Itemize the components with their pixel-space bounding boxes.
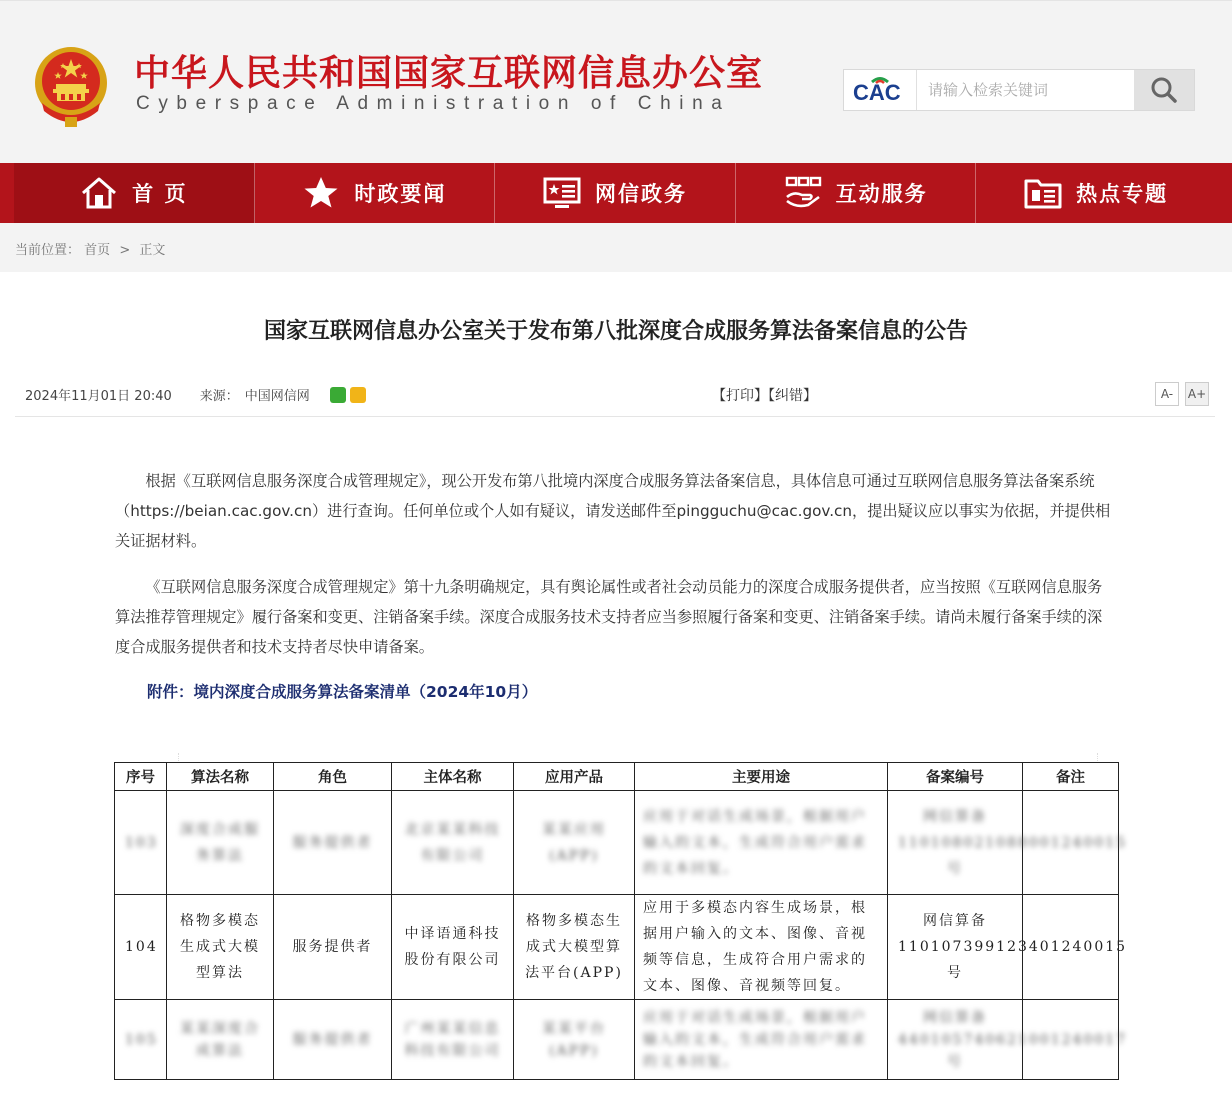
- folder-icon: [1024, 175, 1062, 211]
- nav-item-home[interactable]: [14, 163, 255, 223]
- column-header: 主体名称: [392, 763, 514, 791]
- nav-label: 热点专题: [1076, 182, 1169, 206]
- column-header: 序号: [115, 763, 167, 791]
- article-paragraph: 根据《互联网信息服务深度合成管理规定》，现公开发布第八批境内深度合成服务算法备案信息，具体信息可通过互联网信息服务算法备案系统（https://beian.cac.gov.cn）进行查询。任何单位或个人如有疑议，请发送邮件至pingguchu@cac.gov.cn，提出疑议应以事实为依据，并提供相关证据材料。: [115, 472, 1111, 550]
- column-header: 备注: [1023, 763, 1119, 791]
- article-title: 国家互联网信息办公室关于发布第八批深度合成服务算法备案信息的公告: [263, 319, 968, 344]
- article-datetime: 2024年11月01日 20:40: [25, 389, 172, 404]
- breadcrumb-current[interactable]: 正文: [139, 243, 166, 258]
- breadcrumb-home-link[interactable]: 首页: [84, 243, 111, 258]
- table-cell: 某某应用(APP): [514, 791, 635, 895]
- column-header: 应用产品: [514, 763, 635, 791]
- table-cell: 广州某某信息科技有限公司: [392, 1000, 514, 1080]
- table-cell: 服务提供者: [274, 791, 392, 895]
- table-cell: 应用于对话生成场景，根据用户输入的文本，生成符合用户需求的文本回复。: [635, 791, 888, 895]
- font-decrease-button[interactable]: A-: [1155, 382, 1179, 406]
- table-row: [115, 895, 1119, 1000]
- article-meta: [25, 385, 366, 404]
- home-icon: [80, 175, 118, 211]
- table-cell: 服务提供者: [274, 1000, 392, 1080]
- national-emblem-icon[interactable]: [32, 41, 110, 131]
- qzone-share-icon[interactable]: [350, 387, 366, 403]
- breadcrumb-bar: [0, 223, 1232, 272]
- share-buttons: [330, 387, 366, 403]
- table-cell: 格物多模态生成式大模型算法: [167, 895, 274, 1000]
- table-cell: 网信算备110107399123401240015号: [888, 895, 1023, 1000]
- column-header: 算法名称: [167, 763, 274, 791]
- table-cell: 网信算备440105740621001240017号: [888, 1000, 1023, 1080]
- site-title[interactable]: 中华人民共和国国家互联网信息办公室: [134, 53, 764, 94]
- cac-logo: [844, 70, 917, 110]
- handshake-icon: [784, 175, 822, 211]
- breadcrumb-label: 当前位置：: [15, 243, 81, 258]
- table-header-row: [115, 763, 1119, 791]
- breadcrumb-separator: >: [119, 243, 131, 258]
- table-cell: 服务提供者: [274, 895, 392, 1000]
- table-row: [115, 1000, 1119, 1080]
- algorithm-filing-table: [114, 762, 1128, 1080]
- nav-label: 首 页: [132, 182, 188, 206]
- divider: [15, 416, 1215, 417]
- nav-item-interaction[interactable]: [736, 163, 977, 223]
- column-header: 备案编号: [888, 763, 1023, 791]
- correct-button[interactable]: 【纠错】: [768, 388, 817, 404]
- column-header: 主要用途: [635, 763, 888, 791]
- table-cell: 格物多模态生成式大模型算法平台(APP): [514, 895, 635, 1000]
- table-row: [115, 791, 1119, 895]
- table-top-edge: [178, 753, 1098, 761]
- article-paragraph: 《互联网信息服务深度合成管理规定》第十九条明确规定，具有舆论属性或者社会动员能力的深度合成服务提供者，应当按照《互联网信息服务算法推荐管理规定》履行备案和变更、注销备案手续。深度合成服务技术支持者应当参照履行备案和变更、注销备案手续。请尚未履行备案手续的深度合成服务提供者和技术支持者尽快申请备案。: [115, 578, 1103, 656]
- nav-label: 网信政务: [594, 182, 687, 206]
- table-cell: 应用于多模态内容生成场景，根据用户输入的文本、图像、音视频等信息，生成符合用户需求的文本、图像、音视频等回复。: [635, 895, 888, 1000]
- table-cell: 104: [115, 895, 167, 1000]
- table-cell: 北京某某科技有限公司: [392, 791, 514, 895]
- table-cell: 某某深度合成算法: [167, 1000, 274, 1080]
- nav-item-topics[interactable]: [976, 163, 1216, 223]
- font-increase-button[interactable]: A+: [1185, 382, 1209, 406]
- table-cell: 某某平台(APP): [514, 1000, 635, 1080]
- breadcrumb: [15, 239, 165, 258]
- table-cell: 中译语通科技股份有限公司: [392, 895, 514, 1000]
- nav-item-news[interactable]: [255, 163, 496, 223]
- main-nav: [0, 163, 1232, 223]
- table-cell: 深度合成服务算法: [167, 791, 274, 895]
- article-source: 中国网信网: [244, 389, 310, 404]
- nav-label: 时政要闻: [354, 182, 447, 206]
- cac-logo-icon: [844, 70, 917, 110]
- source-label: 来源：: [199, 389, 239, 404]
- star-icon: [302, 175, 340, 211]
- nav-label: 互动服务: [835, 182, 928, 206]
- site-header: [0, 0, 1232, 163]
- search-box: [843, 69, 1195, 111]
- site-subtitle: Cyberspace Administration of China: [136, 93, 731, 114]
- search-input[interactable]: [918, 70, 1134, 110]
- attachment-title[interactable]: 附件：境内深度合成服务算法备案清单（2024年10月）: [147, 683, 538, 701]
- table-cell: 应用于对话生成场景，根据用户输入的文本，生成符合用户需求的文本回复。: [635, 1000, 888, 1080]
- table-cell: 103: [115, 791, 167, 895]
- print-button[interactable]: 【打印】: [712, 388, 768, 404]
- cac-logo-text: CAC: [853, 80, 901, 105]
- screen-icon: [543, 175, 581, 211]
- article-tools: [712, 385, 817, 405]
- table-cell: 105: [115, 1000, 167, 1080]
- column-header: 角色: [274, 763, 392, 791]
- search-button[interactable]: [1134, 70, 1194, 110]
- nav-item-affairs[interactable]: [495, 163, 736, 223]
- table-cell: 网信算备110108021088001240015号: [888, 791, 1023, 895]
- font-size-controls: [1155, 382, 1209, 406]
- search-icon: [1149, 75, 1179, 105]
- wechat-share-icon[interactable]: [330, 387, 346, 403]
